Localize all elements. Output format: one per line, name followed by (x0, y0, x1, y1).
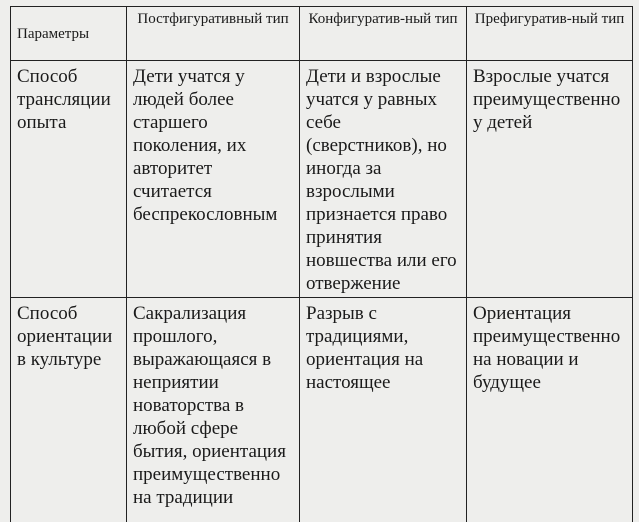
cell-configurative (300, 61, 467, 298)
header-configurative: Конфигуратив-ный тип (300, 7, 467, 61)
header-prefigurative: Префигуратив-ный тип (467, 7, 633, 61)
cell-prefigurative (467, 298, 633, 522)
table-row (11, 61, 633, 298)
cell-text: Дети учатся у людей более старшего поколения, их авторитет считается беспрекословным (133, 65, 293, 226)
table-header-row (11, 7, 633, 61)
cell-parameter (11, 61, 127, 298)
cell-parameter (11, 298, 127, 522)
cell-text: Дети и взрослые учатся у равных себе (сверстников), но иногда за взрослыми признается право принятия новшества или его отвержение (306, 65, 460, 295)
cell-text: Сакрализация прошлого, выражающаяся в неприятии новаторства в любой сфере бытия, ориентация преимущественно на традиции (133, 302, 293, 509)
cell-configurative (300, 298, 467, 522)
culture-types-table (10, 6, 633, 522)
header-postfigurative: Постфигуративный тип (127, 7, 300, 61)
cell-text: Взрослые учатся преимущественно у детей (473, 65, 626, 134)
cell-postfigurative (127, 61, 300, 298)
cell-text: Способ ориентации в культуре (17, 302, 120, 371)
header-parameters: Параметры (11, 7, 127, 61)
table-row (11, 298, 633, 522)
cell-text: Разрыв с традициями, ориентация на настоящее (306, 302, 460, 394)
cell-prefigurative (467, 61, 633, 298)
cell-text: Ориентация преимущественно на новации и будущее (473, 302, 626, 394)
cell-text: Способ трансляции опыта (17, 65, 120, 134)
cell-postfigurative (127, 298, 300, 522)
